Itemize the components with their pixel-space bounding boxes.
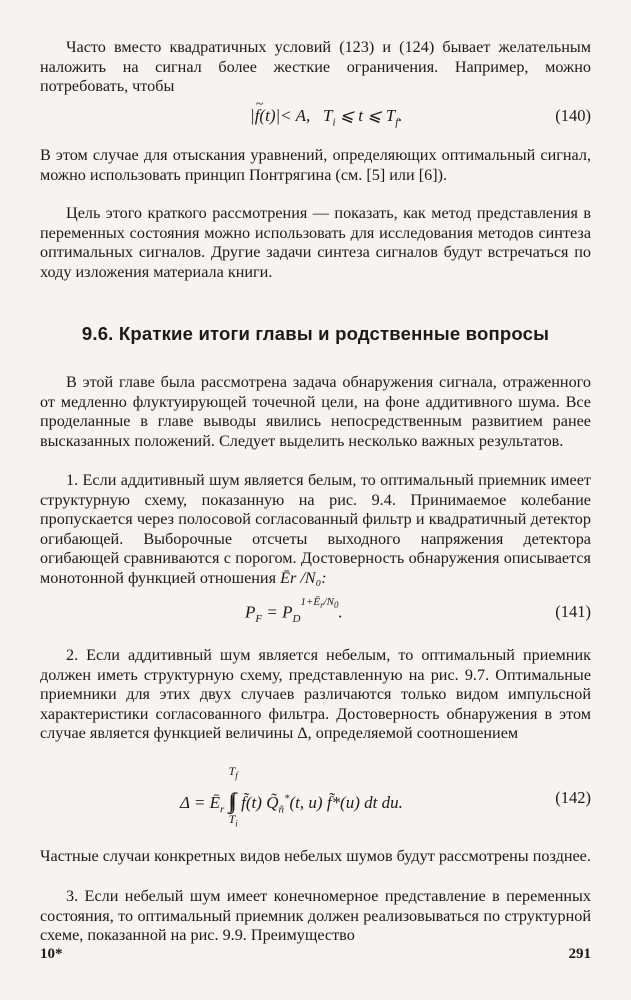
paragraph-3: Цель этого краткого рассмотрения — показать, как метод представления в переменных состояния можно использовать для исследования методов синтеза оптимальных сигналов. Другие задачи синтеза сигналов будут встречаться по ходу изложения материала книги. [40, 204, 591, 281]
equation-141 [40, 596, 591, 632]
equation-142-formula: $\Delta = Ē_r$ ∫∫ $T_f$ $T_i$ f̃(t) $Q̃_ñ^*(t$, u) f̃*(u) dt du. [180, 764, 403, 829]
paragraph-6: 2. Если аддитивный шум является небелым, то оптимальный приемник должен иметь структурную схему, представленную на рис. 9.7. Оптимальные приемники для этих двух случаев различаются только видом импульсной характеристики согласованного фильтра. Достоверность обнаружения в этом случае является функцией величины Δ, определяемой соотношением [40, 646, 591, 743]
signature-mark: 10* [40, 946, 63, 962]
equation-142-number: (142) [555, 788, 591, 807]
paragraph-1: Часто вместо квадратичных условий (123) и (124) бывает желательным наложить на сигнал более жесткие ограничения. Например, можно потребовать, чтобы [40, 38, 591, 96]
paragraph-4: В этой главе была рассмотрена задача обнаружения сигнала, отраженного от медленно флуктуирующей точечной цели, на фоне аддитивного шума. Все проделанные в главе выводы явились непосредственным развитием ранее высказанных положений. Следует выделить несколько важных результатов. [40, 373, 591, 450]
equation-141-number: (141) [555, 602, 591, 621]
paragraph-7: Частные случаи конкретных видов небелых шумов будут рассмотрены позднее. [40, 847, 591, 865]
paragraph-8: 3. Если небелый шум имеет конечномерное представление в переменных состояния, то оптимальный приемник должен реализовываться по структурной схеме, показанной на рис. 9.9. Преимущество [40, 887, 591, 945]
equation-141-formula: $P_F = P_D^{1+Ē_r/N_0}$. [245, 596, 343, 626]
paragraph-5-text: 1. Если аддитивный шум является белым, то оптимальный приемник имеет структурную схему, показанную на рис. 9.4. Принимаемое колебание пропускается через полосовой согласованный фильтр и квадратичный детектор огибающей. Выборочные отсчеты выходного напряжения детектора огибающей сравниваются с порогом. Достоверность обнаружения описывается монотонной функцией отношения [40, 471, 591, 587]
equation-140 [40, 97, 591, 136]
equation-142 [40, 764, 591, 829]
equation-140-formula: |f ~ (t)|< A, $T_i$ ⩽ t ⩽ $T_f$. [250, 97, 403, 129]
section-title: 9.6. Краткие итоги главы и родственные вопросы [81, 323, 550, 344]
paragraph-2: В этом случае для отыскания уравнений, определяющих оптимальный сигнал, можно использовать принцип Понтрягина (см. [5] или [6]). [40, 146, 591, 184]
ratio-er-n0: Ēr /N₀: [280, 568, 327, 587]
equation-140-number: (140) [555, 106, 591, 125]
paragraph-5 [40, 471, 591, 589]
page-number: 291 [568, 946, 591, 962]
